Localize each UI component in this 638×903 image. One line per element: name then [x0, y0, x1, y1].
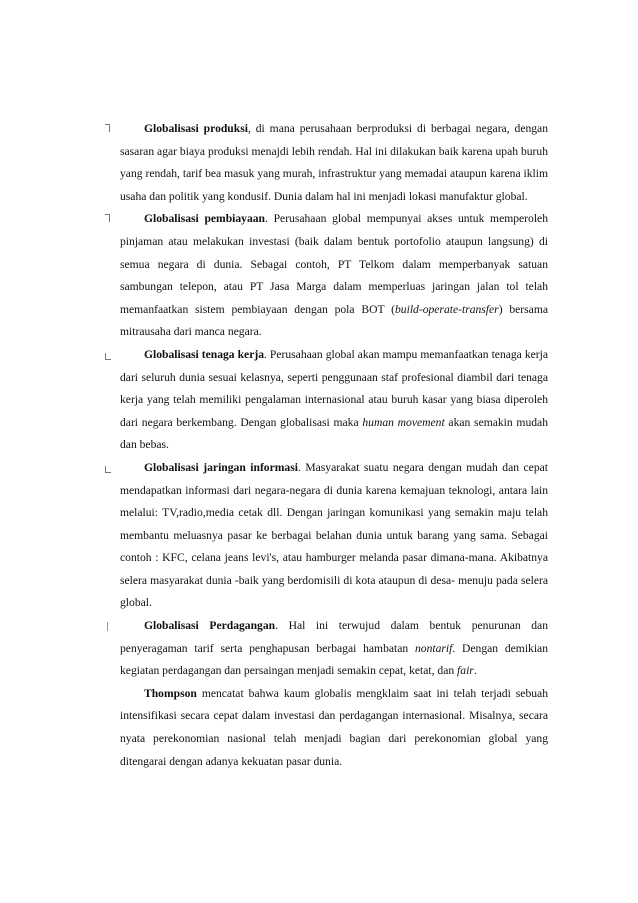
paragraph-text: akan semakin mudah dan bebas. — [120, 415, 548, 452]
bullet-marker-icon — [105, 124, 110, 132]
paragraph-text: . Perusahaan global akan mampu memanfaatkan tenaga kerja dari seluruh dunia sesuai kelasnya, seperti penggunaan staf profesional diambil dari tenaga kerja yang telah memiliki pengalaman internasional atau buruh kasar yang biasa diperoleh dari negara berkembang. Dengan globalisasi maka — [120, 347, 548, 429]
paragraph-text: . Masyarakat suatu negara dengan mudah dan cepat mendapatkan informasi dari negara-negara di dunia karena kemajuan teknologi, antara lain melalui: TV,radio,media cetak dll. Dengan jaringan komunikasi yang semakin maju telah membantu meluasnya pasar ke berbagai belahan dunia untuk barang yang sama. Sebagai contoh : KFC, celana jeans levi's, atau hamburger melanda pasar dimana-mana. Akibatnya selera masyarakat dunia -baik yang berdomisili di kota ataupun di desa- menuju pada selera global. — [120, 460, 548, 610]
paragraph-globalisasi-pembiayaan — [120, 208, 548, 344]
paragraph-heading: Globalisasi tenaga kerja — [144, 347, 265, 361]
bullet-marker-icon — [105, 353, 111, 360]
paragraph-globalisasi-produksi — [120, 118, 548, 208]
document-body — [120, 118, 548, 773]
bullet-marker-icon — [105, 466, 111, 473]
paragraph-text: . Perusahaan global mempunyai akses untuk memperoleh pinjaman atau melakukan investasi (baik dalam bentuk portofolio ataupun langsung) di semua negara di dunia. Sebagai contoh, PT Telkom dalam memperbanyak satuan sambungan telepon, atau PT Jasa Marga dalam memperluas jaringan jalan tol telah memanfaatkan sistem pembiayaan dengan pola BOT ( — [120, 212, 548, 316]
paragraph-thompson — [120, 683, 548, 773]
paragraph-globalisasi-perdagangan — [120, 615, 548, 683]
paragraph-heading: Globalisasi jaringan informasi — [144, 460, 298, 474]
italic-term: human movement — [362, 415, 445, 429]
paragraph-text: mencatat bahwa kaum globalis mengklaim saat ini telah terjadi sebuah intensifikasi secara cepat dalam investasi dan perdagangan internasional. Misalnya, secara nyata perekonomian nasional telah menjadi bagian dari perekonomian global yang ditengarai dengan adanya kekuatan pasar dunia. — [120, 686, 548, 768]
paragraph-globalisasi-tenaga-kerja — [120, 344, 548, 457]
paragraph-text: , di mana perusahaan berproduksi di berbagai negara, dengan sasaran agar biaya produksi menajdi lebih rendah. Hal ini dilakukan baik karena upah buruh yang rendah, tarif bea masuk yang murah, infrastruktur yang memadai ataupun karena iklim usaha dan politik yang kondusif. Dunia dalam hal ini menjadi lokasi manufaktur global. — [120, 122, 548, 203]
bullet-marker-icon — [105, 214, 110, 222]
paragraph-globalisasi-jaringan-informasi — [120, 457, 548, 615]
bullet-marker-icon — [107, 622, 109, 631]
paragraph-heading: Thompson — [144, 686, 197, 700]
paragraph-heading: Globalisasi Perdagangan — [144, 619, 276, 633]
paragraph-heading: Globalisasi produksi — [144, 122, 248, 135]
paragraph-text: . — [473, 664, 477, 678]
italic-term: fair — [457, 664, 474, 678]
paragraph-text: ) bersama mitrausaha dari manca negara. — [120, 302, 548, 339]
paragraph-heading: Globalisasi pembiayaan — [144, 212, 266, 226]
paragraph-text: . Dengan demikian kegiatan perdagangan dan persaingan menjadi semakin cepat, ketat, dan — [120, 641, 548, 678]
italic-term: build-operate-transfer — [395, 302, 499, 316]
italic-term: nontarif — [414, 641, 453, 655]
paragraph-text: . Hal ini terwujud dalam bentuk penurunan dan penyeragaman tarif serta penghapusan berbagai hambatan — [120, 619, 548, 655]
